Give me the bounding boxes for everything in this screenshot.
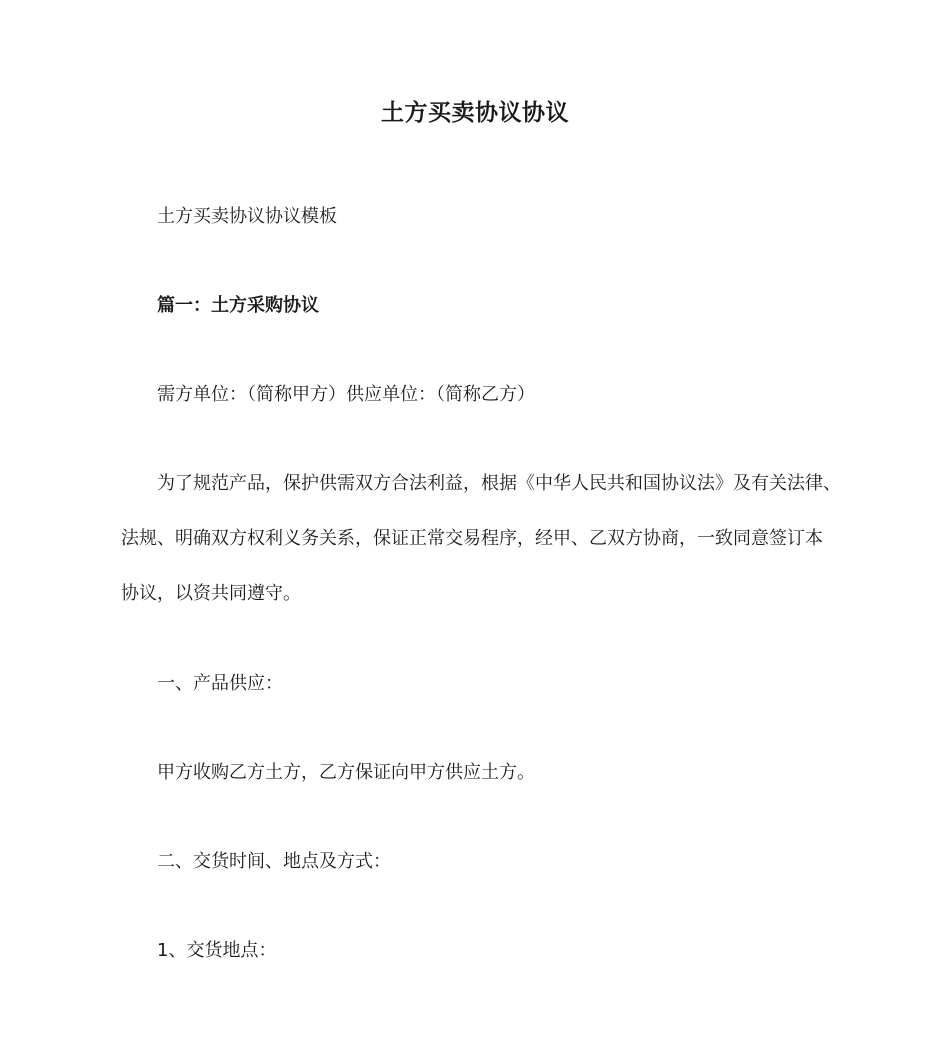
intro-paragraph [121,470,841,608]
clause-2-item-1: 1、交货地点： [157,940,277,961]
document-subtitle: 土方买卖协议协议模板 [157,206,337,227]
intro-line: 协议，以资共同遵守。 [121,583,301,604]
clause-1-text: 甲方收购乙方土方，乙方保证向甲方供应土方。 [157,762,535,783]
clause-2-heading: 二、交货时间、地点及方式： [157,851,391,872]
section-heading: 篇一：土方采购协议 [157,295,319,316]
parties-line: 需方单位：（简称甲方）供应单位：（简称乙方） [157,384,535,405]
intro-line: 为了规范产品，保护供需双方合法利益，根据《中华人民共和国协议法》及有关法律、 [157,473,841,494]
document-title: 土方买卖协议协议 [381,100,569,126]
clause-1-heading: 一、产品供应： [157,673,283,694]
intro-line: 法规、明确双方权利义务关系，保证正常交易程序，经甲、乙双方协商，一致同意签订本 [121,528,823,549]
